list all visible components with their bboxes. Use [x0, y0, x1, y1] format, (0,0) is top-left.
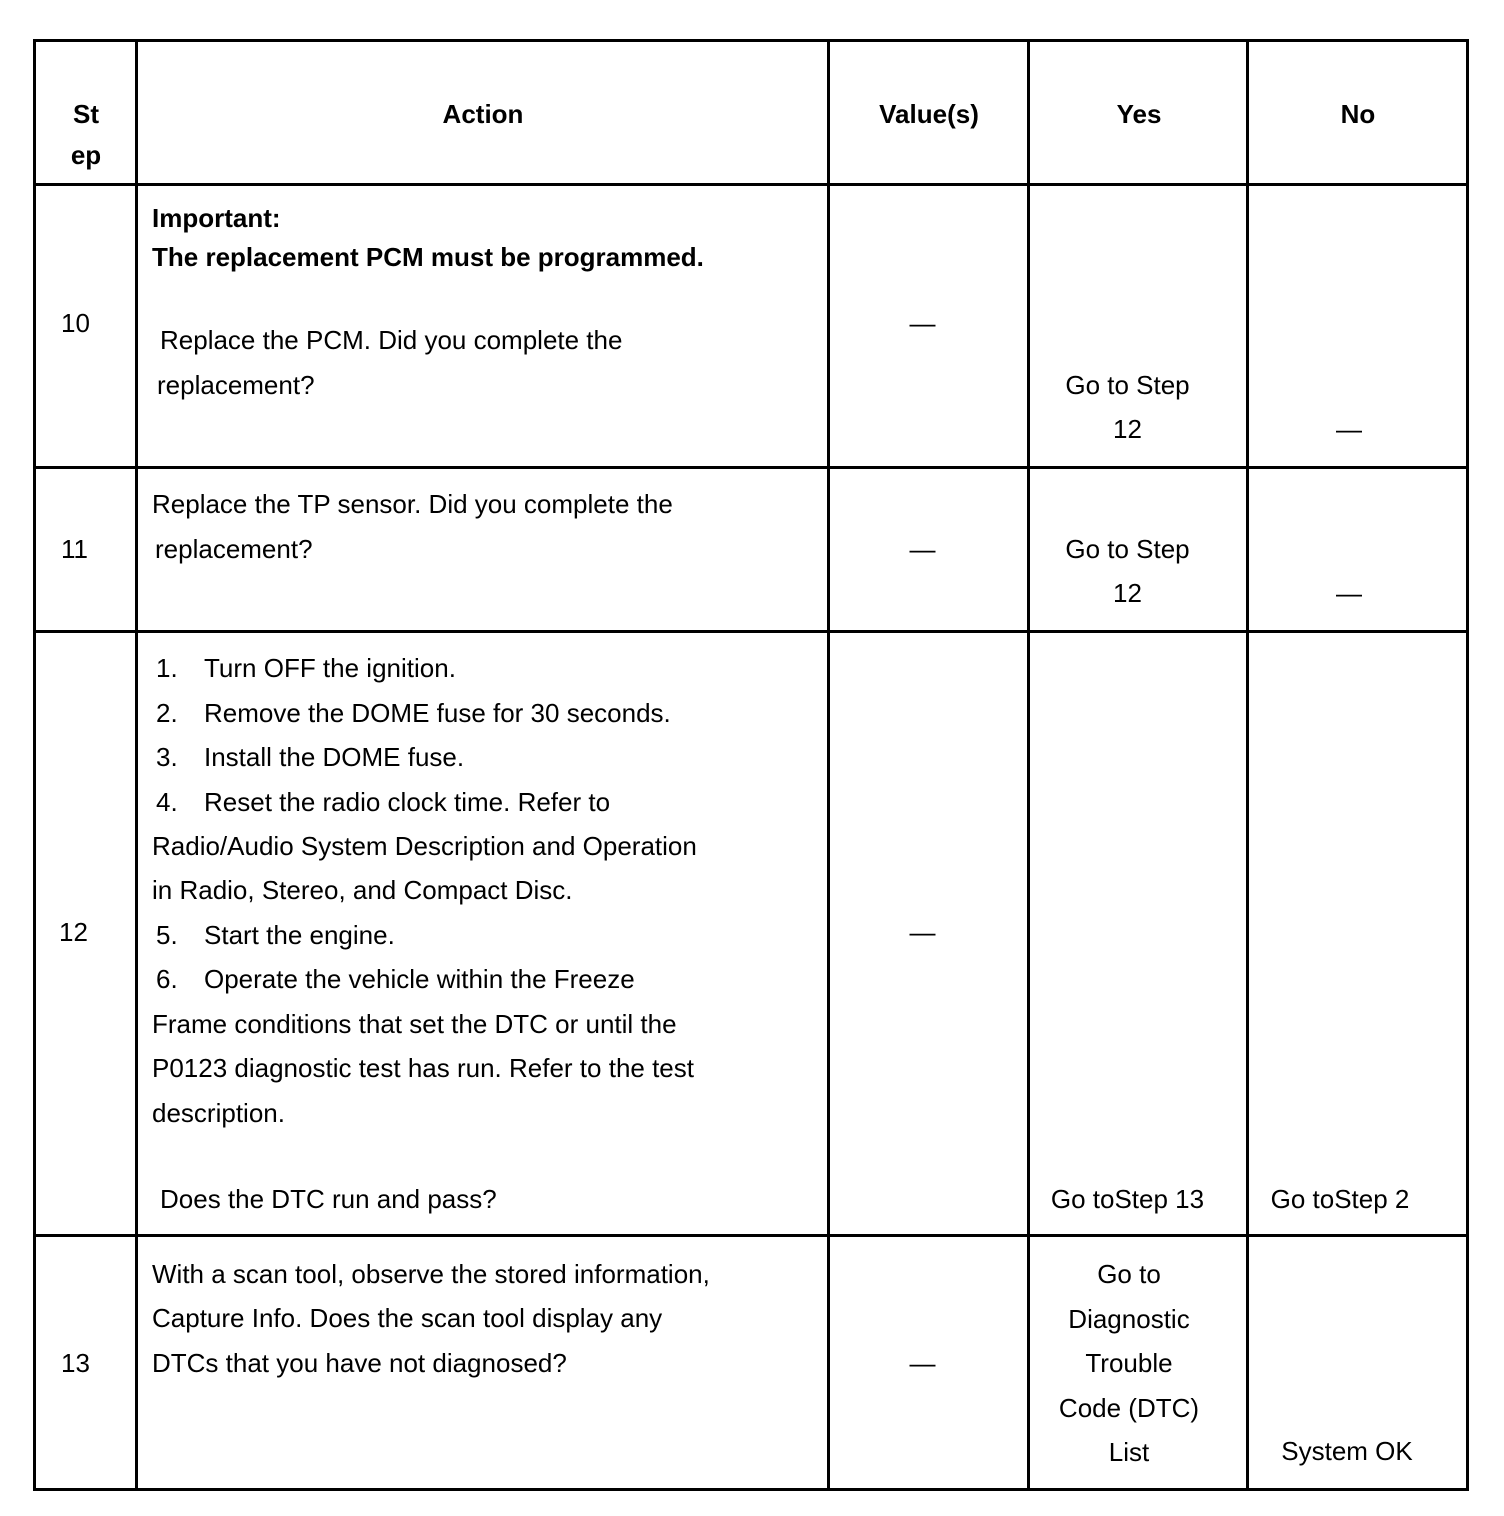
row-divider: [36, 630, 1466, 633]
step-number: 11: [61, 534, 88, 564]
header-values: Value(s): [879, 99, 979, 129]
yes-goto: Go toStep 13: [1050, 1184, 1205, 1214]
value-dash: —: [909, 308, 936, 338]
col-divider: [135, 42, 138, 1488]
list-continuation: Frame conditions that set the DTC or until the: [152, 1009, 677, 1039]
header-step-line2: ep: [70, 139, 102, 170]
action-text: replacement?: [155, 534, 313, 564]
list-continuation: description.: [152, 1098, 285, 1128]
no-status: System OK: [1281, 1436, 1413, 1466]
header-yes: Yes: [1116, 99, 1162, 129]
list-text: Turn OFF the ignition.: [204, 653, 456, 683]
list-item: [152, 646, 456, 691]
list-number: 1.: [156, 653, 178, 683]
list-item: [152, 913, 395, 958]
value-dash: —: [909, 917, 936, 947]
header-no: No: [1340, 99, 1376, 129]
step-number: 10: [61, 308, 90, 338]
list-number: 4.: [156, 787, 178, 817]
action-text: DTCs that you have not diagnosed?: [152, 1348, 567, 1378]
no-dash: —: [1336, 578, 1362, 608]
list-text: Reset the radio clock time. Refer to: [204, 787, 611, 817]
step-number: 13: [61, 1348, 90, 1378]
no-dash: —: [1336, 414, 1362, 444]
action-text: Replace the PCM. Did you complete the: [160, 325, 623, 355]
action-text: Capture Info. Does the scan tool display any: [152, 1303, 663, 1333]
important-label: Important:: [152, 203, 281, 233]
yes-goto-step: 12: [1113, 578, 1142, 608]
question-text: Does the DTC run and pass?: [160, 1184, 497, 1214]
yes-goto: Go to Step: [1065, 534, 1190, 564]
yes-line: Diagnostic: [1068, 1303, 1190, 1334]
action-text: With a scan tool, observe the stored information,: [152, 1259, 710, 1289]
list-item: [152, 780, 610, 825]
header-action: Action: [442, 99, 524, 129]
yes-goto: [1030, 1252, 1228, 1475]
list-text: Install the DOME fuse.: [204, 742, 465, 772]
action-text: Replace the TP sensor. Did you complete the: [152, 489, 673, 519]
list-number: 2.: [156, 698, 178, 728]
list-continuation: in Radio, Stereo, and Compact Disc.: [152, 875, 573, 905]
list-continuation: P0123 diagnostic test has run. Refer to the test: [152, 1053, 694, 1083]
list-item: [152, 735, 464, 780]
yes-line: Trouble: [1085, 1348, 1173, 1378]
list-continuation: Radio/Audio System Description and Operation: [152, 831, 697, 861]
yes-goto-step: 12: [1113, 414, 1142, 444]
yes-line: Go to: [1097, 1259, 1161, 1289]
list-number: 6.: [156, 964, 178, 994]
action-text: replacement?: [157, 370, 315, 400]
no-goto: Go toStep 2: [1270, 1184, 1410, 1214]
row-divider: [36, 466, 1466, 469]
list-text: Operate the vehicle within the Freeze: [204, 964, 635, 994]
list-item: [152, 691, 671, 736]
step-number: 12: [59, 917, 88, 947]
yes-goto: Go to Step: [1065, 370, 1190, 400]
list-number: 3.: [156, 742, 178, 772]
yes-line: Code (DTC): [1058, 1392, 1200, 1423]
list-text: Remove the DOME fuse for 30 seconds.: [204, 698, 671, 728]
list-number: 5.: [156, 920, 178, 950]
value-dash: —: [909, 1348, 936, 1378]
row-divider: [36, 183, 1466, 186]
header-step: [36, 92, 136, 177]
important-text: The replacement PCM must be programmed.: [152, 242, 704, 272]
col-divider: [1246, 42, 1249, 1488]
yes-line: List: [1108, 1437, 1150, 1467]
header-step-line1: St: [73, 99, 99, 129]
list-text: Start the engine.: [204, 920, 395, 950]
value-dash: —: [909, 534, 936, 564]
col-divider: [827, 42, 830, 1488]
row-divider: [36, 1234, 1466, 1237]
list-item: [152, 957, 635, 1002]
